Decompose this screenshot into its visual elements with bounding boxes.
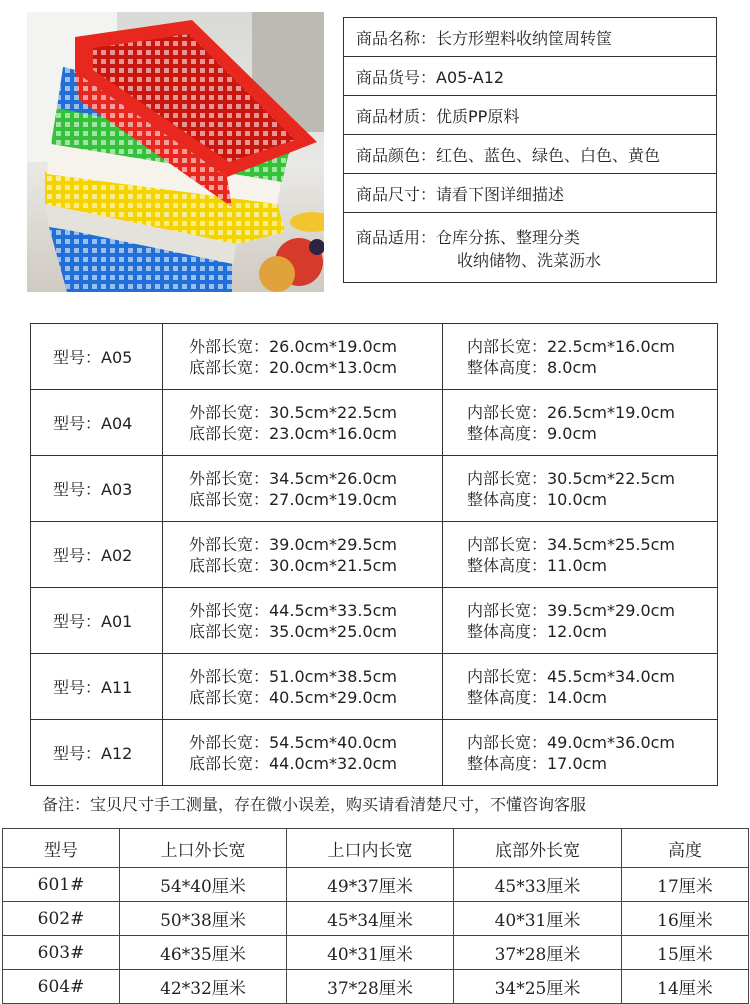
model-cell: 型号：A11	[31, 654, 163, 720]
model-cell: 型号：A02	[31, 522, 163, 588]
table-cell: 42*32厘米	[120, 970, 287, 1004]
info-row-color: 商品颜色：红色、蓝色、绿色、白色、黄色	[344, 135, 717, 174]
model-cell: 型号：A01	[31, 588, 163, 654]
table-row	[3, 868, 749, 902]
table-cell: 40*31厘米	[454, 902, 622, 936]
table-cell: 17厘米	[622, 868, 749, 902]
info-row-sku: 商品货号：A05-A12	[344, 57, 717, 96]
model-size-table	[2, 828, 749, 1004]
info-row-usage: 商品适用：仓库分拣、整理分类 收纳储物、洗菜沥水	[344, 213, 717, 283]
table-cell: 34*25厘米	[454, 970, 622, 1004]
table-cell: 604#	[3, 970, 120, 1004]
table-cell: 54*40厘米	[120, 868, 287, 902]
outer-size-cell: 外部长宽：51.0cm*38.5cm 底部长宽：40.5cm*29.0cm	[163, 654, 443, 720]
info-row-size: 商品尺寸：请看下图详细描述	[344, 174, 717, 213]
header-top-outer: 上口外长宽	[120, 829, 287, 868]
table-row	[31, 720, 718, 786]
outer-size-cell: 外部长宽：34.5cm*26.0cm 底部长宽：27.0cm*19.0cm	[163, 456, 443, 522]
table-cell: 37*28厘米	[287, 970, 454, 1004]
table-row	[3, 936, 749, 970]
table-row	[31, 390, 718, 456]
model-cell: 型号：A12	[31, 720, 163, 786]
product-info-table	[343, 17, 717, 283]
table-row	[3, 902, 749, 936]
table-cell: 49*37厘米	[287, 868, 454, 902]
table-cell: 37*28厘米	[454, 936, 622, 970]
table-row	[31, 654, 718, 720]
table-row	[3, 970, 749, 1004]
table-row	[31, 588, 718, 654]
outer-size-cell: 外部长宽：30.5cm*22.5cm 底部长宽：23.0cm*16.0cm	[163, 390, 443, 456]
inner-size-cell: 内部长宽：45.5cm*34.0cm 整体高度：14.0cm	[443, 654, 718, 720]
table-row	[31, 522, 718, 588]
table-cell: 603#	[3, 936, 120, 970]
table-cell: 46*35厘米	[120, 936, 287, 970]
table-row	[31, 324, 718, 390]
stacked-baskets-illustration	[27, 12, 324, 292]
table-cell: 50*38厘米	[120, 902, 287, 936]
table-cell: 16厘米	[622, 902, 749, 936]
outer-size-cell: 外部长宽：39.0cm*29.5cm 底部长宽：30.0cm*21.5cm	[163, 522, 443, 588]
inner-size-cell: 内部长宽：26.5cm*19.0cm 整体高度：9.0cm	[443, 390, 718, 456]
inner-size-cell: 内部长宽：39.5cm*29.0cm 整体高度：12.0cm	[443, 588, 718, 654]
inner-size-cell: 内部长宽：49.0cm*36.0cm 整体高度：17.0cm	[443, 720, 718, 786]
model-cell: 型号：A03	[31, 456, 163, 522]
table-header-row	[3, 829, 749, 868]
outer-size-cell: 外部长宽：26.0cm*19.0cm 底部长宽：20.0cm*13.0cm	[163, 324, 443, 390]
info-row-name: 商品名称：长方形塑料收纳筐周转筐	[344, 18, 717, 57]
inner-size-cell: 内部长宽：34.5cm*25.5cm 整体高度：11.0cm	[443, 522, 718, 588]
table-cell: 45*34厘米	[287, 902, 454, 936]
outer-size-cell: 外部长宽：54.5cm*40.0cm 底部长宽：44.0cm*32.0cm	[163, 720, 443, 786]
outer-size-cell: 外部长宽：44.5cm*33.5cm 底部长宽：35.0cm*25.0cm	[163, 588, 443, 654]
header-bottom-outer: 底部外长宽	[454, 829, 622, 868]
model-cell: 型号：A05	[31, 324, 163, 390]
table-cell: 40*31厘米	[287, 936, 454, 970]
size-spec-table	[30, 323, 718, 786]
table-cell: 14厘米	[622, 970, 749, 1004]
table-cell: 601#	[3, 868, 120, 902]
info-row-material: 商品材质：优质PP原料	[344, 96, 717, 135]
table-row	[31, 456, 718, 522]
table-cell: 602#	[3, 902, 120, 936]
inner-size-cell: 内部长宽：22.5cm*16.0cm 整体高度：8.0cm	[443, 324, 718, 390]
table-cell: 45*33厘米	[454, 868, 622, 902]
product-photo	[27, 12, 324, 292]
header-height: 高度	[622, 829, 749, 868]
header-top-inner: 上口内长宽	[287, 829, 454, 868]
header-model: 型号	[3, 829, 120, 868]
inner-size-cell: 内部长宽：30.5cm*22.5cm 整体高度：10.0cm	[443, 456, 718, 522]
model-cell: 型号：A04	[31, 390, 163, 456]
measurement-note: 备注：宝贝尺寸手工测量，存在微小误差，购买请看清楚尺寸，不懂咨询客服	[42, 795, 587, 814]
table-cell: 15厘米	[622, 936, 749, 970]
